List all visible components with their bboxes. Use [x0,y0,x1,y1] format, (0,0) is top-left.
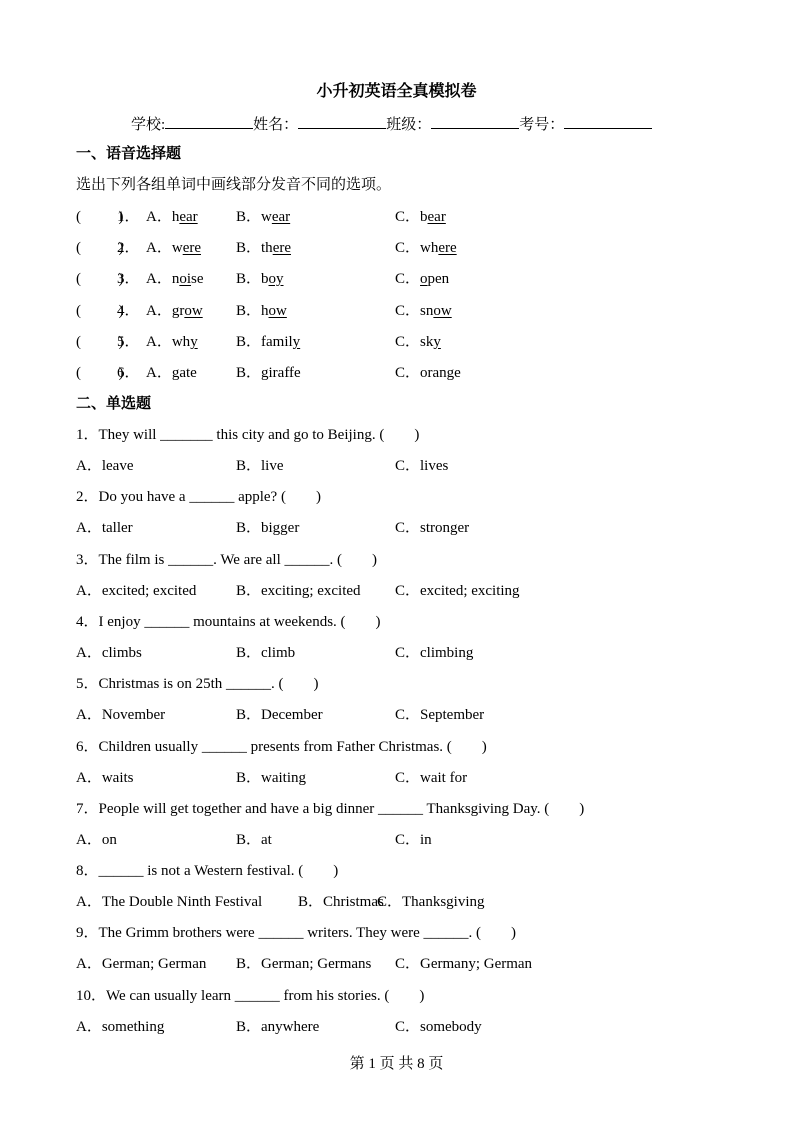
school-label: 学校: [131,117,166,133]
option-letter: B． [236,365,262,381]
question-number: 4． [76,614,99,630]
underlined-part: ear [427,209,446,225]
option-letter: B． [236,271,262,287]
option-c[interactable]: C．Thanksgiving [377,894,485,910]
word-part: se [191,271,204,287]
name-blank[interactable] [298,114,386,129]
option-a[interactable]: A．The Double Ninth Festival [76,894,263,910]
word-part: wh [420,240,439,256]
option-c[interactable] [395,301,452,321]
page-title: 小升初英语全真模拟卷 [316,83,477,100]
underlined-part: y [190,334,198,350]
underlined-part: oy [268,271,284,287]
footer-page-number: 1 [368,1056,376,1072]
option-b[interactable]: B．Christmas [298,894,384,910]
option-b[interactable] [236,269,284,289]
question-text: They will _______ this city and go to Beijing. ( ) [98,427,420,443]
question-stem [76,923,516,943]
word-part: sn [420,303,434,319]
option-b[interactable] [236,301,287,321]
question-number: 6． [76,739,99,755]
option-letter: B． [236,209,262,225]
option-b[interactable] [236,207,290,227]
option-b[interactable]: B．exciting; excited [236,583,361,599]
option-letter: A． [146,271,172,287]
option-letter: C． [395,365,421,381]
footer-total-pages: 8 [417,1056,425,1072]
option-c[interactable]: C．lives [395,458,449,474]
word-part: pen [427,271,450,287]
option-letter: B． [236,303,262,319]
underlined-part: ow [268,303,287,319]
option-b[interactable]: B．at [236,832,272,848]
underlined-part: y [433,334,441,350]
underlined-part: ear [179,209,198,225]
word-part: b [261,271,269,287]
question-number: 2． [76,489,99,505]
underlined-part: ere [438,240,457,256]
question-stem [76,986,424,1006]
footer-suffix: 页 [428,1056,444,1072]
question-text: We can usually learn ______ from his stories. ( ) [106,988,425,1004]
option-a[interactable] [146,269,204,289]
question-stem [76,737,487,757]
question-text: Children usually ______ presents from Father Christmas. ( ) [98,739,487,755]
option-b[interactable] [236,332,300,352]
answer-parentheses[interactable]: ( ) [76,303,124,319]
option-a[interactable] [146,363,197,383]
question-number: 8． [76,863,99,879]
option-a[interactable] [146,207,198,227]
option-letter: A． [146,365,172,381]
footer-middle: 页 共 [379,1056,414,1072]
option-b[interactable] [236,363,301,383]
option-a[interactable]: A．waits [76,770,134,786]
answer-parentheses[interactable]: ( ) [76,209,124,225]
question-stem [76,425,419,445]
option-c[interactable] [395,332,441,352]
word-part: w [261,209,272,225]
answer-parentheses[interactable]: ( ) [76,271,124,287]
question-number: 10． [76,988,107,1004]
class-label: 班级： [386,117,432,133]
question-stem [76,487,321,507]
word-part: n [171,271,180,287]
question-text: The film is ______. We are all ______. ( ) [98,552,377,568]
school-blank[interactable] [165,114,253,129]
word-part: gr [171,303,185,319]
word-part: h [171,209,180,225]
option-a[interactable]: A．something [76,1019,165,1035]
option-b[interactable]: B．live [236,458,284,474]
section-1-instruction: 选出下列各组单词中画线部分发音不同的选项。 [76,177,392,193]
option-c[interactable]: C．excited; exciting [395,583,520,599]
exam-number-blank[interactable] [564,114,652,129]
option-a[interactable] [146,332,198,352]
option-letter: B． [236,334,262,350]
question-stem [76,550,377,570]
underlined-part: g [261,365,269,381]
option-a[interactable] [146,301,203,321]
option-c[interactable]: C．Germany; German [395,956,533,972]
option-a[interactable]: A．November [76,707,166,723]
word-part: th [261,240,273,256]
option-c[interactable] [395,238,457,258]
word-part: e [454,365,461,381]
underlined-part: g [446,365,455,381]
underlined-part: o [420,271,428,287]
option-a[interactable]: A．leave [76,458,134,474]
word-part: famil [261,334,293,350]
option-b[interactable]: B．waiting [236,770,306,786]
question-text: People will get together and have a big dinner ______ Thanksgiving Day. ( ) [98,801,585,817]
option-a[interactable]: A．taller [76,520,133,536]
option-letter: A． [146,334,172,350]
option-letter: C． [395,303,421,319]
word-part: w [171,240,183,256]
option-c[interactable]: C．climbing [395,645,474,661]
question-number: 7． [76,801,99,817]
option-letter: C． [395,240,421,256]
option-letter: A． [146,240,172,256]
question-stem [76,674,319,694]
option-letter: B． [236,240,262,256]
question-number: 9． [76,925,99,941]
option-a[interactable]: A．German; German [76,956,207,972]
question-stem [76,861,338,881]
option-c[interactable]: C．September [395,707,485,723]
question-text: Do you have a ______ apple? ( ) [98,489,321,505]
question-text: The Grimm brothers were ______ writers. They were ______. ( ) [98,925,517,941]
question-number: 1． [76,427,99,443]
word-part: iraffe [268,365,301,381]
underlined-part: g [171,365,180,381]
option-c[interactable] [395,207,446,227]
word-part: b [420,209,428,225]
question-number: 1． [117,209,140,225]
option-letter: C． [395,334,421,350]
question-text: Christmas is on 25th ______. ( ) [98,676,319,692]
underlined-part: ere [182,240,201,256]
option-c[interactable] [395,363,461,383]
option-c[interactable]: C．stronger [395,520,470,536]
footer-prefix: 第 [349,1056,365,1072]
question-number: 3． [117,271,140,287]
question-number: 4． [117,303,140,319]
section-1-heading: 一、语音选择题 [76,146,182,162]
option-b[interactable]: B．climb [236,645,296,661]
question-stem [76,799,584,819]
option-b[interactable]: B．bigger [236,520,300,536]
word-part: wh [171,334,191,350]
option-a[interactable]: A．on [76,832,117,848]
option-letter: C． [395,209,421,225]
underlined-part: ow [184,303,203,319]
option-b[interactable]: B．anywhere [236,1019,320,1035]
option-letter: C． [395,271,421,287]
question-stem [76,612,381,632]
underlined-part: oi [179,271,192,287]
word-part: h [261,303,269,319]
question-number: 3． [76,552,99,568]
question-number: 5． [76,676,99,692]
option-b[interactable]: B．German; Germans [236,956,372,972]
question-text: ______ is not a Western festival. ( ) [98,863,339,879]
question-number: 6． [117,365,140,381]
option-letter: A． [146,209,172,225]
answer-parentheses[interactable]: ( ) [76,240,124,256]
name-label: 姓名： [253,117,299,133]
answer-parentheses[interactable]: ( ) [76,365,124,381]
question-number: 2． [117,240,140,256]
word-part: oran [420,365,447,381]
answer-parentheses[interactable]: ( ) [76,334,124,350]
question-number: 5． [117,334,140,350]
option-letter: A． [146,303,172,319]
option-a[interactable]: A．climbs [76,645,142,661]
underlined-part: ear [271,209,291,225]
option-c[interactable]: C．wait for [395,770,468,786]
word-part: sk [420,334,434,350]
option-c[interactable] [395,269,449,289]
option-c[interactable]: C．somebody [395,1019,482,1035]
option-b[interactable] [236,238,291,258]
option-a[interactable]: A．excited; excited [76,583,197,599]
option-b[interactable]: B．December [236,707,323,723]
option-a[interactable] [146,238,201,258]
underlined-part: y [292,334,301,350]
section-2-heading: 二、单选题 [76,396,152,412]
word-part: ate [179,365,197,381]
underlined-part: ere [272,240,291,256]
option-c[interactable]: C．in [395,832,432,848]
question-text: I enjoy ______ mountains at weekends. ( ) [98,614,381,630]
underlined-part: ow [433,303,452,319]
page-footer [0,1054,793,1074]
student-info-line [131,114,652,135]
class-blank[interactable] [431,114,519,129]
exam-number-label: 考号： [519,117,565,133]
